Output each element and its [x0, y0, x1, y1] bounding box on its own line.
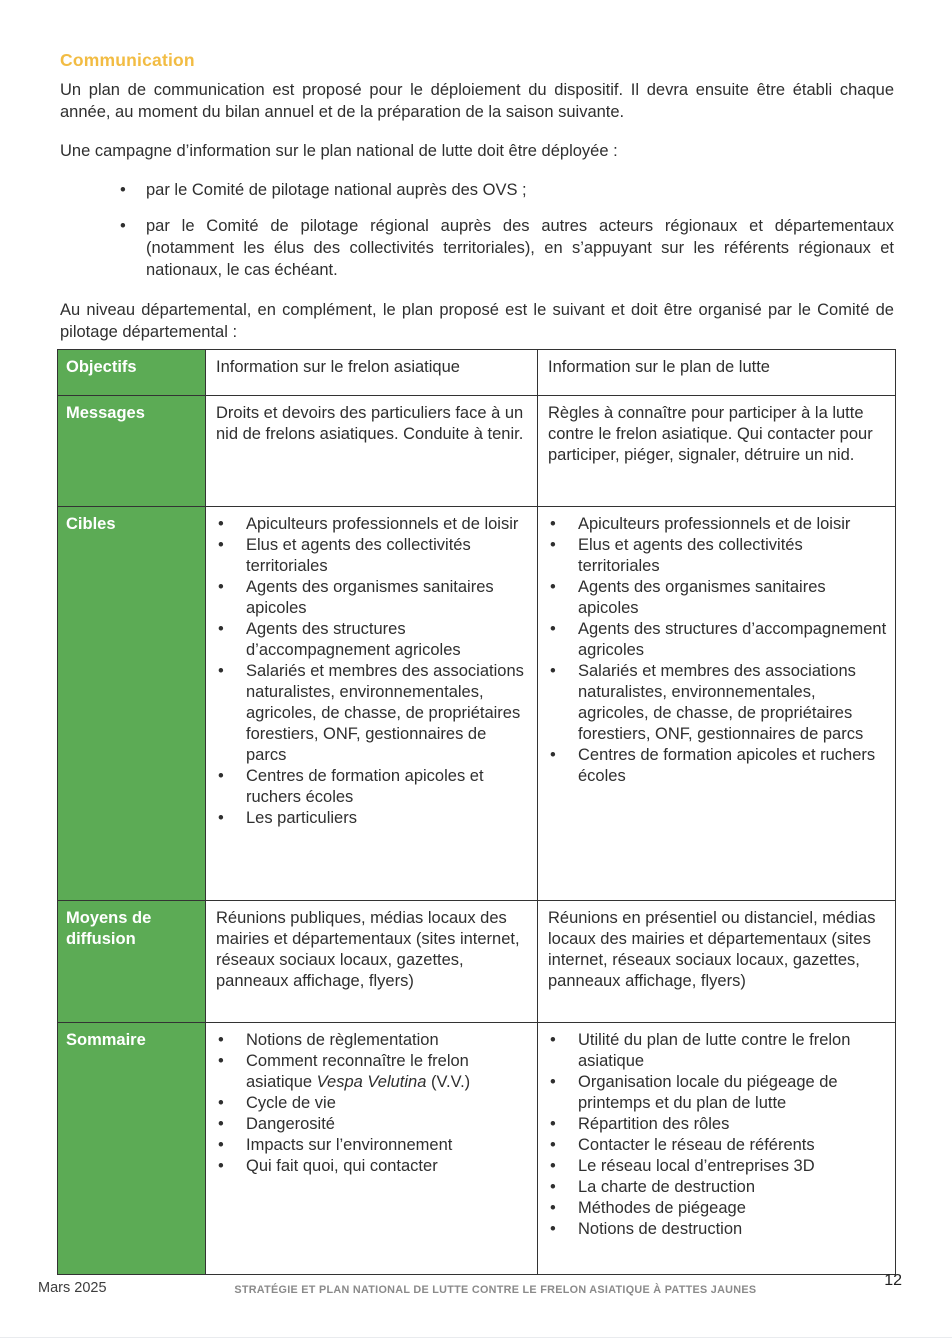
bullet-glyph: •	[550, 1136, 556, 1154]
list-item	[548, 577, 887, 619]
cell-moyens-plan: Réunions en présentiel ou distanciel, médias locaux des mairies et départementaux (sites internet, réseaux sociaux locaux, gazettes, panneaux affichage, flyers)	[538, 901, 896, 1023]
bullet-text: Dangerosité	[246, 1115, 335, 1133]
list-item	[216, 1156, 529, 1177]
page-footer	[38, 1272, 914, 1296]
table-row-messages	[58, 396, 896, 507]
section-heading: Communication	[60, 50, 195, 70]
row-header-cibles: Cibles	[58, 507, 206, 901]
bullet-glyph: •	[550, 1199, 556, 1217]
bullet-text: par le Comité de pilotage régional auprès des autres acteurs régionaux et départementaux (notamment les élus des collectivités territoriales), en s’appuyant sur les référents régionaux et nationaux, le cas échéant.	[146, 217, 894, 279]
bullet-glyph: •	[550, 1031, 556, 1049]
list-item	[216, 808, 529, 829]
bullet-text: Notions de destruction	[578, 1220, 743, 1238]
row-header-moyens: Moyens de diffusion	[58, 901, 206, 1023]
cell-sommaire-frelon	[206, 1023, 538, 1275]
intro-paragraph: Un plan de communication est proposé pour le déploiement du dispositif. Il devra ensuite être établi chaque année, au moment du bilan annuel et de la préparation de la saison suivante.	[60, 81, 894, 121]
bullet-glyph: •	[218, 1031, 224, 1049]
list-item	[216, 1135, 529, 1156]
table-row-cibles	[58, 507, 896, 901]
cell-objectifs-plan: Information sur le plan de lutte	[538, 350, 896, 396]
list-item	[60, 179, 894, 201]
sommaire-plan-list	[548, 1030, 887, 1240]
bullet-text: Qui fait quoi, qui contacter	[246, 1157, 438, 1175]
cell-messages-frelon: Droits et devoirs des particuliers face à un nid de frelons asiatiques. Conduite à tenir.	[206, 396, 538, 507]
bullet-text: Salariés et membres des associations naturalistes, environnementales, agricoles, de chasse, de propriétaires forestiers, ONF, gestionnaires de parcs	[578, 662, 864, 743]
text-fragment: Comment reconnaître le frelon asiatique	[246, 1052, 469, 1091]
list-item	[548, 1114, 887, 1135]
bullet-text: Le réseau local d’entreprises 3D	[578, 1157, 815, 1175]
bullet-text: Centres de formation apicoles et ruchers écoles	[578, 746, 876, 785]
bullet-glyph: •	[120, 181, 126, 199]
bullet-glyph: •	[550, 1178, 556, 1196]
bullet-glyph: •	[218, 536, 224, 554]
bullet-glyph: •	[550, 746, 556, 764]
sommaire-frelon-list	[216, 1030, 529, 1177]
list-item	[216, 1051, 529, 1093]
list-item	[548, 514, 887, 535]
page-bottom-divider	[0, 1337, 952, 1338]
row-header-messages: Messages	[58, 396, 206, 507]
bullet-glyph: •	[550, 578, 556, 596]
bullet-text: La charte de destruction	[578, 1178, 756, 1196]
bullet-glyph: •	[218, 1052, 224, 1070]
bullet-glyph: •	[218, 1094, 224, 1112]
bullet-text: Apiculteurs professionnels et de loisir	[578, 515, 851, 533]
bullet-text: Agents des structures d’accompagnement agricoles	[246, 620, 461, 659]
list-item	[216, 514, 529, 535]
table-row-sommaire	[58, 1023, 896, 1275]
departmental-paragraph: Au niveau départemental, en complément, le plan proposé est le suivant et doit être organisé par le Comité de pilotage départemental :	[60, 301, 894, 341]
bullet-text	[246, 1051, 529, 1093]
communication-plan-table	[57, 349, 896, 1275]
bullet-text: Méthodes de piégeage	[578, 1199, 746, 1217]
bullet-glyph: •	[550, 662, 556, 680]
bullet-text: Apiculteurs professionnels et de loisir	[246, 515, 519, 533]
bullet-text: Cycle de vie	[246, 1094, 336, 1112]
bullet-text: Utilité du plan de lutte contre le frelon asiatique	[578, 1031, 851, 1070]
bullet-glyph: •	[218, 1115, 224, 1133]
list-item	[548, 1135, 887, 1156]
list-item	[548, 745, 887, 787]
list-item	[216, 1093, 529, 1114]
list-item	[548, 619, 887, 661]
bullet-text: Les particuliers	[246, 809, 357, 827]
list-item	[216, 1114, 529, 1135]
cell-objectifs-frelon: Information sur le frelon asiatique	[206, 350, 538, 396]
bullet-text: Organisation locale du piégeage de printemps et du plan de lutte	[578, 1073, 838, 1112]
list-item	[216, 577, 529, 619]
campaign-bullet-list	[60, 179, 894, 281]
bullet-text: par le Comité de pilotage national auprès des OVS ;	[146, 181, 527, 199]
cell-cibles-frelon	[206, 507, 538, 901]
bullet-glyph: •	[218, 578, 224, 596]
bullet-glyph: •	[218, 515, 224, 533]
table-row-objectifs	[58, 350, 896, 396]
list-item	[548, 661, 887, 745]
list-item	[548, 1219, 887, 1240]
bullet-text: Agents des structures d’accompagnement agricoles	[578, 620, 887, 659]
bullet-text: Impacts sur l’environnement	[246, 1136, 453, 1154]
table-row-moyens-de-diffusion	[58, 901, 896, 1023]
bullet-glyph: •	[550, 536, 556, 554]
list-item	[216, 619, 529, 661]
bullet-glyph: •	[218, 1136, 224, 1154]
bullet-glyph: •	[218, 767, 224, 785]
list-item	[216, 661, 529, 766]
cibles-plan-list	[548, 514, 887, 787]
bullet-glyph: •	[550, 1157, 556, 1175]
bullet-text: Répartition des rôles	[578, 1115, 730, 1133]
bullet-glyph: •	[218, 809, 224, 827]
list-item	[548, 1177, 887, 1198]
bullet-glyph: •	[550, 1073, 556, 1091]
footer-document-title: STRATÉGIE ET PLAN NATIONAL DE LUTTE CONTRE LE FRELON ASIATIQUE À PATTES JAUNES	[234, 1284, 757, 1296]
bullet-text: Salariés et membres des associations naturalistes, environnementales, agricoles, de chasse, de propriétaires forestiers, ONF, gestionnaires de parcs	[246, 662, 524, 764]
page-number: 12	[884, 1272, 902, 1289]
cell-messages-plan: Règles à connaître pour participer à la lutte contre le frelon asiatique. Qui contacter pour participer, piéger, signaler, détruire un nid.	[538, 396, 896, 507]
list-item	[548, 1156, 887, 1177]
bullet-text: Elus et agents des collectivités territoriales	[246, 536, 471, 575]
row-header-objectifs: Objectifs	[58, 350, 206, 396]
bullet-text: Agents des organismes sanitaires apicoles	[578, 578, 826, 617]
text-fragment: (V.V.)	[426, 1073, 471, 1091]
cell-sommaire-plan	[538, 1023, 896, 1275]
species-name-italic: Vespa Velutina	[316, 1073, 427, 1091]
list-item	[548, 1198, 887, 1219]
bullet-glyph: •	[120, 217, 126, 235]
bullet-glyph: •	[550, 620, 556, 638]
footer-date: Mars 2025	[38, 1280, 107, 1296]
cell-cibles-plan	[538, 507, 896, 901]
bullet-glyph: •	[550, 1115, 556, 1133]
bullet-text: Centres de formation apicoles et ruchers écoles	[246, 767, 484, 806]
bullet-text: Contacter le réseau de référents	[578, 1136, 815, 1154]
bullet-glyph: •	[218, 620, 224, 638]
bullet-text: Notions de règlementation	[246, 1031, 439, 1049]
list-item	[216, 535, 529, 577]
row-header-sommaire: Sommaire	[58, 1023, 206, 1275]
campaign-paragraph: Une campagne d’information sur le plan national de lutte doit être déployée :	[60, 142, 618, 160]
cibles-frelon-list	[216, 514, 529, 829]
bullet-text: Elus et agents des collectivités territoriales	[578, 536, 803, 575]
bullet-glyph: •	[550, 1220, 556, 1238]
bullet-glyph: •	[218, 662, 224, 680]
list-item	[548, 1072, 887, 1114]
list-item	[548, 535, 887, 577]
list-item	[548, 1030, 887, 1072]
list-item	[216, 1030, 529, 1051]
bullet-text: Agents des organismes sanitaires apicoles	[246, 578, 494, 617]
bullet-glyph: •	[550, 515, 556, 533]
list-item	[216, 766, 529, 808]
cell-moyens-frelon: Réunions publiques, médias locaux des mairies et départementaux (sites internet, réseaux sociaux locaux, gazettes, panneaux affichage, flyers)	[206, 901, 538, 1023]
bullet-glyph: •	[218, 1157, 224, 1175]
list-item	[60, 215, 894, 281]
